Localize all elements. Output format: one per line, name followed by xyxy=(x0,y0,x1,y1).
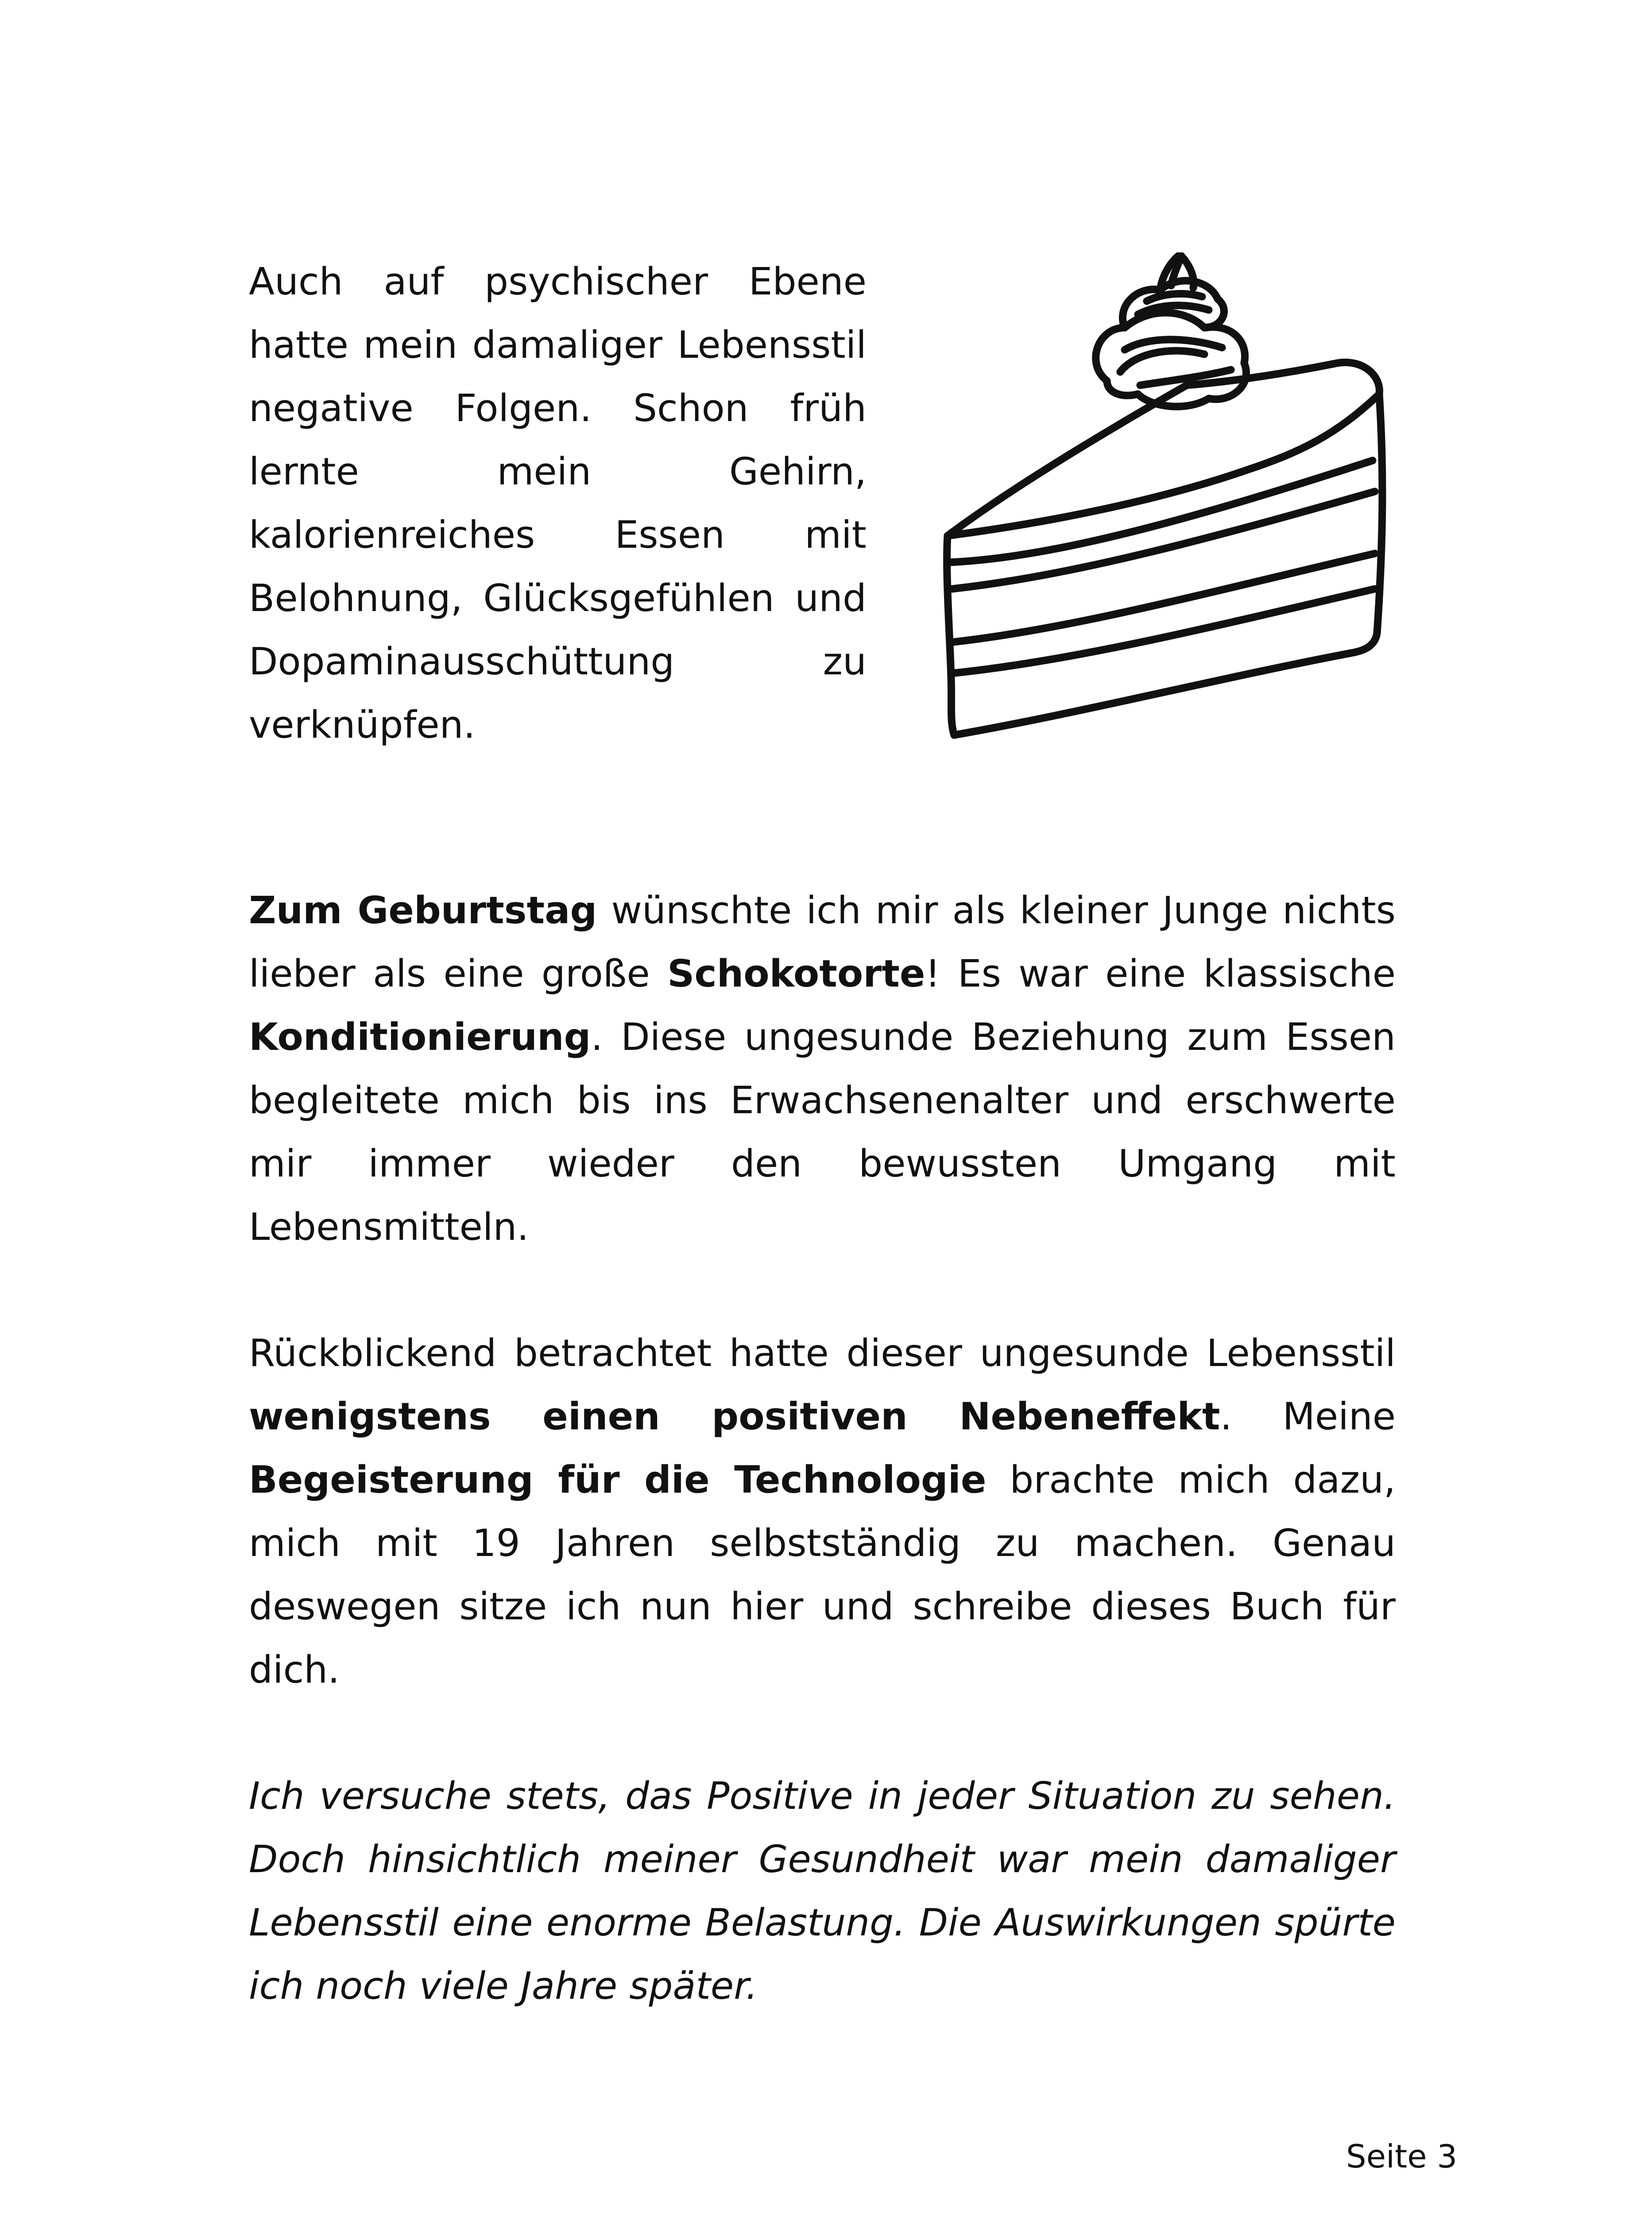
paragraph-text: . Meine xyxy=(1220,1395,1396,1439)
paragraph-text: Rückblickend betrachtet hatte dieser ungesunde Lebensstil xyxy=(249,1331,1396,1375)
bold-phrase-technology: Begeisterung für die Technologie xyxy=(249,1458,987,1502)
paragraph-italic-reflection xyxy=(249,1765,1396,2018)
page-number: Seite 3 xyxy=(1346,2138,1458,2175)
paragraph-psychological-effects xyxy=(249,250,867,757)
paragraph-text: Auch auf psychischer Ebene hatte mein damaliger Lebensstil negative Folgen. Schon früh lernte mein Gehirn, kalorienreiches Essen mit Belohnung, Glücksgefühlen und Dopaminausschüttung zu verknüpfen. xyxy=(249,260,867,747)
paragraph-text: . Diese ungesunde Beziehung zum Essen begleitete mich bis ins Erwachsenenalter und erschwerte mir immer wieder den bewussten Umgang mit Lebensmitteln. xyxy=(249,1015,1396,1249)
paragraph-text: ! Es war eine klassische xyxy=(925,952,1396,996)
paragraph-text: Ich versuche stets, das Positive in jeder Situation zu sehen. Doch hinsichtlich meiner Gesundheit war mein damaliger Lebensstil eine enorme Belastung. Die Auswirkungen spürte ich noch viele Jahre später. xyxy=(249,1774,1396,2008)
cake-slice-icon xyxy=(939,252,1426,762)
paragraph-positive-side-effect xyxy=(249,1322,1396,1702)
paragraph-birthday-cake xyxy=(249,879,1396,1259)
paragraph-text: wünschte ich mir als kleiner Junge nichts lieber als eine große xyxy=(249,889,1396,996)
bold-phrase-chocolate-cake: Schokotorte xyxy=(667,952,925,996)
bold-phrase-side-effect: wenigstens einen positiven Nebeneffekt xyxy=(249,1395,1220,1439)
paragraph-text: brachte mich dazu, mich mit 19 Jahren selbstständig zu machen. Genau deswegen sitze ich nun hier und schreibe dieses Buch für dich. xyxy=(249,1458,1396,1692)
bold-phrase-conditioning: Konditionierung xyxy=(249,1015,591,1059)
bold-phrase-birthday: Zum Geburtstag xyxy=(249,889,597,933)
